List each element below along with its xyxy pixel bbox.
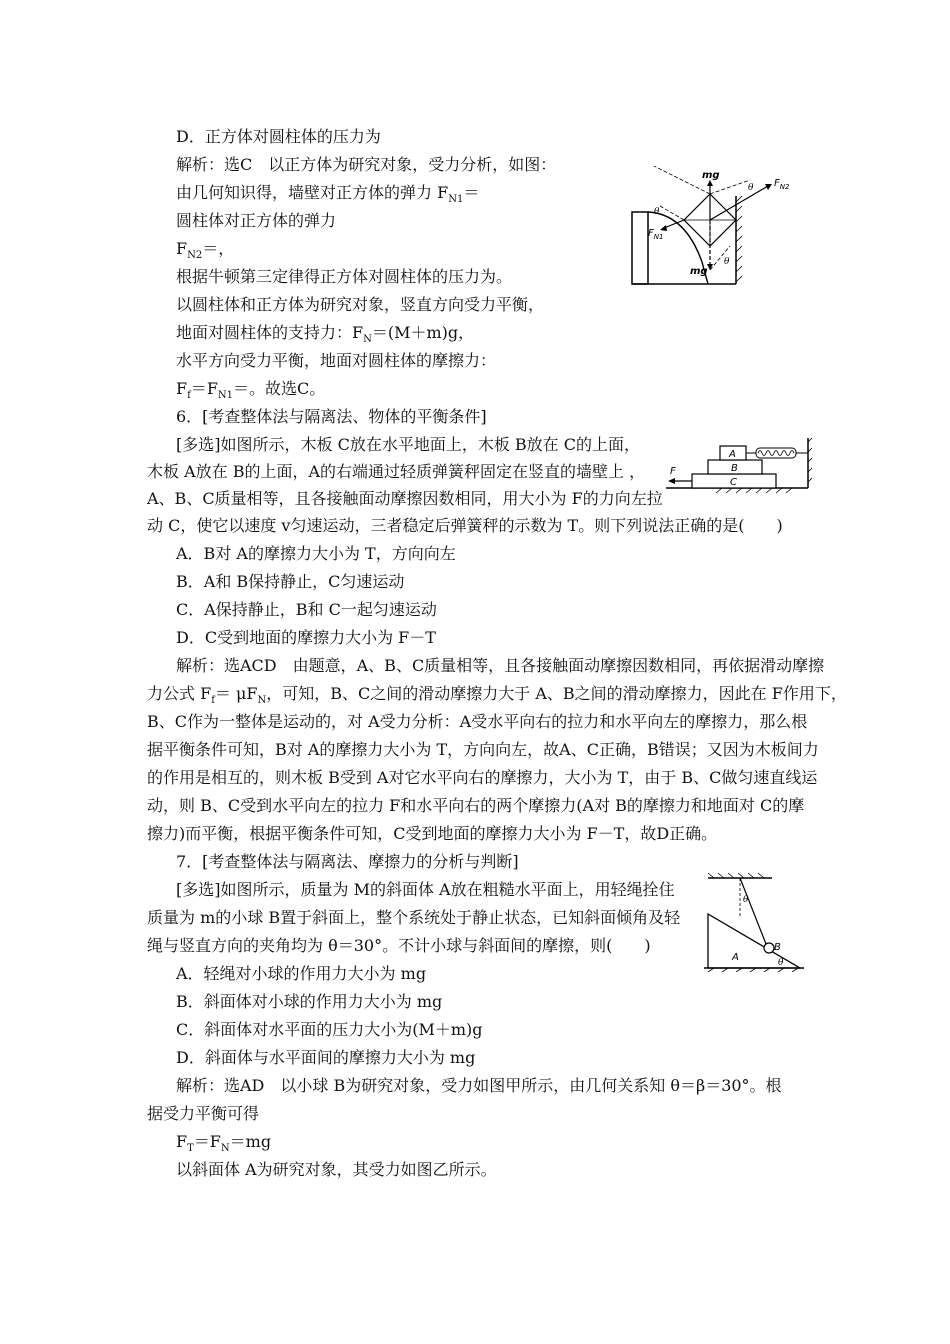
analysis-line: 的作用是相互的，则木板 B受到 A对它水平向右的摩擦力，大小为 T，由于 B、C做匀速直线运 — [147, 768, 818, 787]
analysis-line: 地面对圆柱体的支持力：$F_N=(M+m)g$， — [176, 323, 475, 346]
force-f-label: F — [670, 466, 676, 477]
question-7-heading: 7．[考查整体法与隔离法、摩擦力的分析与判断] — [176, 852, 519, 871]
question-7-stem: 质量为 m的小球 B置于斜面上，整个系统处于静止状态，已知斜面倾角及轻 — [147, 908, 681, 927]
analysis-line: 以斜面体 A为研究对象，其受力如图乙所示。 — [176, 1160, 497, 1179]
option-a: A．轻绳对小球的作用力大小为 mg — [176, 964, 427, 983]
figure-cube-cylinder — [630, 166, 820, 288]
mg-top-label: mg — [702, 170, 720, 181]
option-c: C．斜面体对水平面的压力大小为(M＋m)g — [176, 1020, 483, 1039]
analysis-line: 圆柱体对正方体的弹力 — [176, 211, 337, 230]
theta-label: θ — [654, 207, 660, 217]
analysis-line: 据平衡条件可知，B对 A的摩擦力大小为 T，方向向左，故A、C正确，B错误；又因为木板间力 — [147, 740, 819, 759]
theta-label: θ — [748, 183, 754, 193]
analysis-line: $F_T=F_N=mg$ — [176, 1132, 272, 1155]
analysis-line: 水平方向受力平衡，地面对圆柱体的摩擦力： — [176, 351, 497, 370]
incline-a-label: A — [732, 952, 739, 963]
option-b: B．斜面体对小球的作用力大小为 mg — [176, 992, 443, 1011]
analysis-line: 据受力平衡可得 — [147, 1104, 260, 1123]
figure-stacked-boards — [662, 436, 812, 494]
analysis-line: $F_{N2}=$， — [176, 239, 235, 262]
option-c: C．A保持静止，B和 C一起匀速运动 — [176, 600, 437, 619]
theta-label: θ — [743, 895, 749, 905]
analysis-line: 由几何知识得，墙壁对正方体的弹力 $F_{N1}=$ — [176, 183, 480, 206]
question-6-stem: A、B、C质量相等，且各接触面动摩擦因数相同，用大小为 F的力向左拉 — [147, 489, 663, 508]
option-a: A．B对 A的摩擦力大小为 T，方向向左 — [176, 544, 456, 563]
question-7-stem: [多选]如图所示，质量为 M的斜面体 A放在粗糙水平面上，用轻绳拴住 — [176, 880, 675, 899]
option-d-text: D．正方体对圆柱体的压力为 — [176, 127, 381, 146]
fn1-label: $F_{N1}$ — [648, 228, 664, 241]
analysis-line: $F_f=F_{N1}=$。故选C。 — [176, 379, 326, 402]
analysis-line: 擦力)而平衡，根据平衡条件可知，C受到地面的摩擦力大小为 F－T，故D正确。 — [147, 824, 718, 843]
figure-incline-ball — [700, 872, 810, 972]
question-6-stem: 木板 A放在 B的上面，A的右端通过轻质弹簧秤固定在竖直的墙壁上 ， — [147, 462, 646, 481]
board-b-label: B — [731, 463, 738, 474]
analysis-line: 解析：选C 以正方体为研究对象，受力分析，如图： — [176, 155, 557, 174]
analysis-line: 解析：选ACD 由题意，A、B、C质量相等，且各接触面动摩擦因数相同，再依据滑动摩擦 — [176, 656, 825, 675]
mg-bottom-label: mg — [690, 266, 708, 277]
question-6-stem: 动 C，使它以速度 v匀速运动，三者稳定后弹簧秤的示数为 T。则下列说法正确的是( ) — [147, 516, 783, 535]
ball-b-label: B — [774, 942, 781, 953]
question-6-stem: [多选]如图所示，木板 C放在水平地面上，木板 B放在 C的上面， — [176, 435, 640, 454]
board-a-label: A — [729, 449, 736, 460]
fn2-label: $F_{N2}$ — [774, 178, 790, 191]
option-d: D．C受到地面的摩擦力大小为 F－T — [176, 628, 436, 647]
theta-label: θ — [724, 257, 730, 267]
analysis-line: 动，则 B、C受到水平向左的拉力 F和水平向右的两个摩擦力(A对 B的摩擦力和地面对 C的摩 — [147, 796, 805, 815]
question-7-stem: 绳与竖直方向的夹角均为 θ＝30°。不计小球与斜面间的摩擦，则( ) — [147, 936, 651, 955]
analysis-line: 根据牛顿第三定律得正方体对圆柱体的压力为。 — [176, 267, 513, 286]
analysis-line: B、C作为一整体是运动的，对 A受力分析：A受水平向右的拉力和水平向左的摩擦力，那么根 — [147, 712, 808, 731]
theta-label: θ — [778, 958, 784, 968]
question-6-heading: 6．[考查整体法与隔离法、物体的平衡条件] — [176, 407, 487, 426]
analysis-line: 力公式 $F_f= \mu F_N$，可知，B、C之间的滑动摩擦力大于 A、B之间的滑动摩擦力，因此在 F作用下， — [147, 684, 847, 707]
option-d: D．斜面体与水平面间的摩擦力大小为 mg — [176, 1048, 476, 1067]
board-c-label: C — [730, 477, 737, 488]
option-b: B．A和 B保持静止，C匀速运动 — [176, 572, 405, 591]
analysis-line: 以圆柱体和正方体为研究对象，竖直方向受力平衡， — [176, 295, 545, 314]
analysis-line: 解析：选AD 以小球 B为研究对象，受力如图甲所示，由几何关系知 θ＝β＝30°。根 — [176, 1076, 782, 1095]
